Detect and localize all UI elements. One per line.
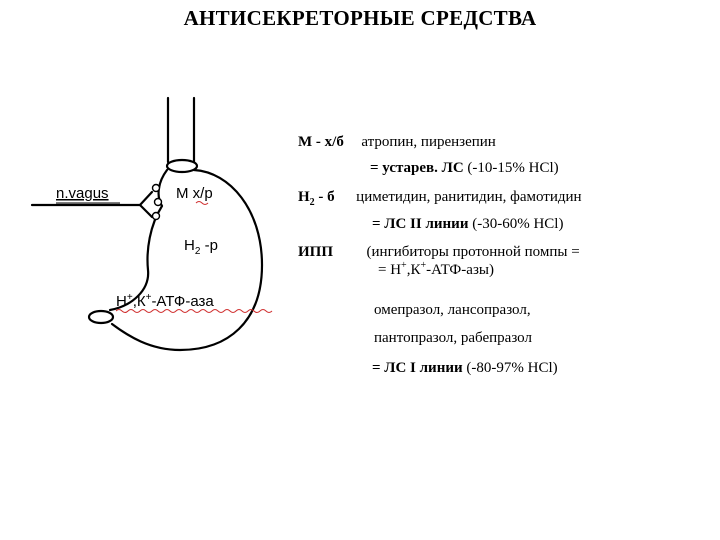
ppi-drugs-line1: омепразол, лансопразол, xyxy=(374,302,531,318)
h2-blockers-row xyxy=(298,187,582,207)
ppi-row xyxy=(298,242,580,262)
ppi-definition: (ингибиторы протонной помпы = xyxy=(366,244,580,260)
m-blockers-drugs: атропин, пирензепин xyxy=(361,134,496,150)
h2-blockers-class: = ЛС II линии (-30-60% HCl) xyxy=(372,216,564,232)
ppi-class: = ЛС I линии (-80-97% HCl) xyxy=(372,360,558,376)
m-blockers-heading: М - х/б xyxy=(298,134,344,150)
pylorus-opening xyxy=(89,311,113,323)
ppi-drugs-line2: пантопразол, рабепразол xyxy=(374,330,532,346)
vagus-branch-down xyxy=(140,205,152,217)
receptor-circle-3 xyxy=(153,213,160,220)
vagus-label: n.vagus xyxy=(56,185,109,202)
vagus-branch-up xyxy=(140,192,152,205)
m-blockers-row xyxy=(298,132,496,152)
receptor-circle-1 xyxy=(153,185,160,192)
h2-blockers-drugs: циметидин, ранитидин, фамотидин xyxy=(356,189,582,205)
h2-receptor-label: $Н_2$ -р xyxy=(184,237,218,257)
h2-blockers-heading: $Н_2$ - б xyxy=(298,189,335,208)
cardia-opening xyxy=(167,160,197,172)
slide-title: АНТИСЕКРЕТОРНЫЕ СРЕДСТВА xyxy=(183,6,537,30)
ppi-heading: ИПП xyxy=(298,244,334,260)
m-receptor-label: М х/р xyxy=(176,185,213,202)
m-blockers-class: = устарев. ЛС (-10-15% HCl) xyxy=(370,160,559,176)
proton-pump-label: Н+,К+-АТФ-аза xyxy=(116,292,214,310)
ppi-definition-line2: = Н+,К+-АТФ-азы) xyxy=(378,260,494,278)
receptor-circle-2 xyxy=(155,199,162,206)
